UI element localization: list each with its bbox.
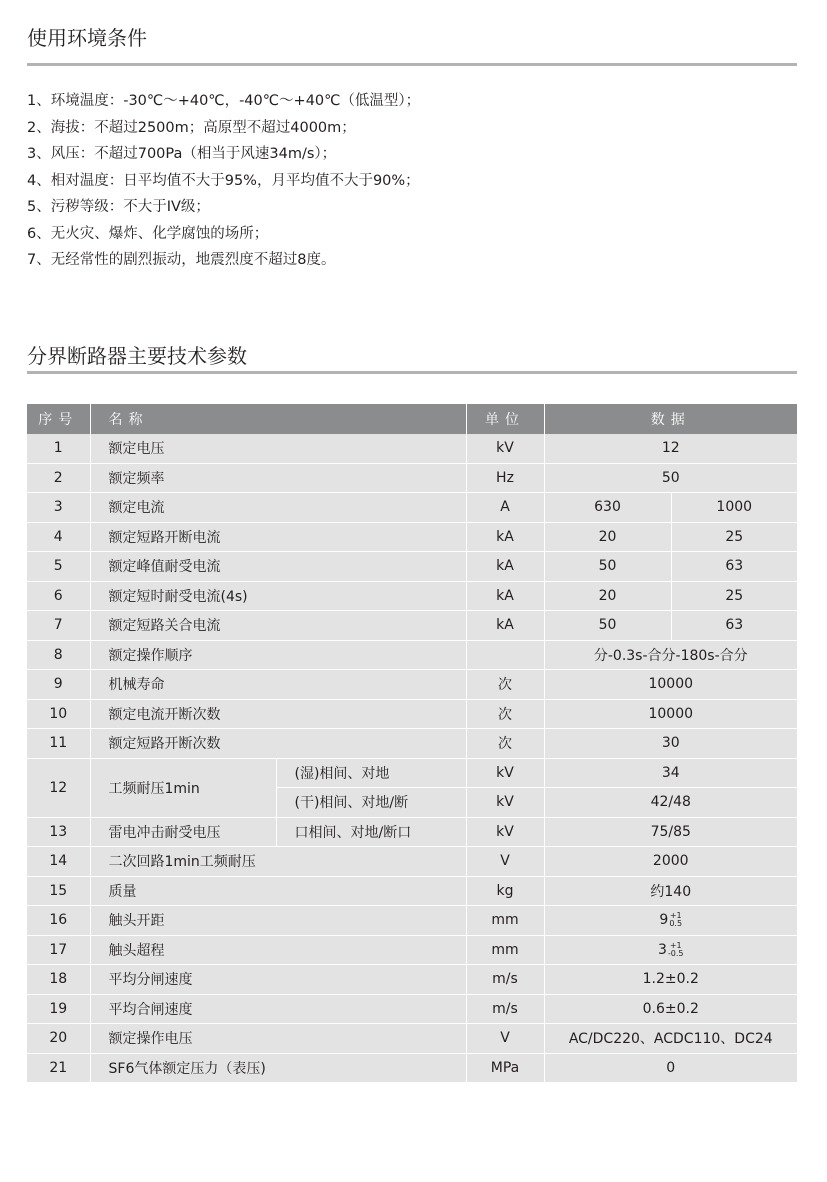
table-row [27,729,797,759]
row-no: 13 [27,817,90,847]
header-data: 数据 [544,404,797,434]
list-item: 3、风压：不超过700Pa（相当于风速34m/s）； [27,146,337,162]
row-value: 42/48 [544,788,797,818]
row-name: 额定短路关合电流 [90,611,466,641]
row-subname: 口相间、对地/断口 [276,817,466,847]
row-value-1: 50 [544,552,671,582]
table-row [27,1024,797,1054]
row-value: 1.2±0.2 [544,965,797,995]
table-row [27,817,797,847]
section-divider [27,63,797,66]
row-value-1: 50 [544,611,671,641]
row-no: 16 [27,906,90,936]
row-value-2: 25 [671,581,797,611]
table-row [27,463,797,493]
row-value-2: 63 [671,552,797,582]
row-no: 2 [27,463,90,493]
row-unit: 次 [466,670,544,700]
row-unit: A [466,493,544,523]
row-name: 平均合闸速度 [90,994,466,1024]
row-unit: kV [466,434,544,463]
row-unit: V [466,1024,544,1054]
row-no: 19 [27,994,90,1024]
table-row [27,552,797,582]
row-value: 0.6±0.2 [544,994,797,1024]
tolerance [668,942,684,958]
row-unit: kV [466,758,544,788]
row-value: 75/85 [544,817,797,847]
table-row [27,434,797,463]
list-item: 6、无火灾、爆炸、化学腐蚀的场所； [27,225,269,242]
row-name: 工频耐压1min [90,758,276,817]
tolerance-lower: -0.5 [667,948,684,958]
row-value: 50 [544,463,797,493]
row-name: 额定电流 [90,493,466,523]
list-item: 5、污秽等级：不大于IV级； [27,199,210,215]
row-name: SF6气体额定压力（表压) [90,1053,466,1083]
table-row [27,994,797,1024]
environment-conditions-list [27,88,420,274]
row-subname: (湿)相间、对地 [276,758,466,788]
list-item: 4、相对温度：日平均值不大于95%，月平均值不大于90%； [27,172,420,189]
table-row [27,699,797,729]
list-item: 1、环境温度：-30℃～+40℃，-40℃～+40℃（低温型）； [27,93,421,109]
row-value-2: 25 [671,522,797,552]
row-name: 额定操作顺序 [90,640,466,670]
row-no: 18 [27,965,90,995]
row-name: 额定频率 [90,463,466,493]
row-name: 额定短时耐受电流(4s) [90,581,466,611]
row-no: 10 [27,699,90,729]
row-value: 分-0.3s-合分-180s-合分 [544,640,797,670]
table-row [27,965,797,995]
section-title-environment: 使用环境条件 [27,26,147,50]
row-name: 平均分闸速度 [90,965,466,995]
row-unit: kV [466,817,544,847]
row-unit: kA [466,522,544,552]
row-no: 17 [27,935,90,965]
table-row [27,670,797,700]
row-no: 8 [27,640,90,670]
value-base: 3 [657,941,667,958]
row-unit: Hz [466,463,544,493]
table-row [27,847,797,877]
table-row [27,581,797,611]
list-item: 2、海拔：不超过2500m；高原型不超过4000m； [27,119,356,136]
table-row [27,758,797,788]
row-name: 二次回路1min工频耐压 [90,847,466,877]
table-row [27,493,797,523]
row-unit: mm [466,935,544,965]
row-value: 30 [544,729,797,759]
list-item: 7、无经常性的剧烈振动，地震烈度不超过8度。 [27,252,336,268]
row-unit: kA [466,552,544,582]
row-value-1: 20 [544,522,671,552]
row-no: 1 [27,434,90,463]
row-unit: MPa [466,1053,544,1083]
table-header-row [27,404,797,434]
row-name: 额定短路开断电流 [90,522,466,552]
table-row [27,611,797,641]
row-name: 额定电压 [90,434,466,463]
row-value: 10000 [544,670,797,700]
row-unit: 次 [466,729,544,759]
row-unit: kV [466,788,544,818]
value-base: 9 [659,912,669,929]
row-name: 触头开距 [90,906,466,936]
row-unit: kA [466,581,544,611]
row-value: 2000 [544,847,797,877]
row-value-2: 1000 [671,493,797,523]
row-unit: mm [466,906,544,936]
tolerance-upper: +1 [669,940,682,950]
row-unit: V [466,847,544,877]
tolerance [669,912,682,928]
row-name: 额定操作电压 [90,1024,466,1054]
spec-table [27,404,797,1083]
row-unit: m/s [466,965,544,995]
row-name: 额定电流开断次数 [90,699,466,729]
row-no: 9 [27,670,90,700]
table-row [27,522,797,552]
row-no: 15 [27,876,90,906]
row-name: 额定峰值耐受电流 [90,552,466,582]
row-value-1: 630 [544,493,671,523]
section-title-specs: 分界断路器主要技术参数 [27,344,247,368]
tolerance-lower: 0.5 [669,919,683,929]
table-row [27,1053,797,1083]
row-value [544,906,797,936]
table-row [27,906,797,936]
row-value: 10000 [544,699,797,729]
row-name: 触头超程 [90,935,466,965]
section-divider [27,371,797,374]
row-no: 20 [27,1024,90,1054]
row-subname: (干)相间、对地/断 [276,788,466,818]
row-value: AC/DC220、ACDC110、DC24 [544,1024,797,1054]
row-no: 5 [27,552,90,582]
row-no: 7 [27,611,90,641]
row-value-1: 20 [544,581,671,611]
row-name: 雷电冲击耐受电压 [90,817,276,847]
row-value-2: 63 [671,611,797,641]
row-unit: m/s [466,994,544,1024]
row-unit: kg [466,876,544,906]
row-value: 0 [544,1053,797,1083]
tolerance-upper: +1 [669,911,682,921]
row-unit: 次 [466,699,544,729]
header-unit: 单位 [466,404,544,434]
row-value [544,935,797,965]
row-name: 机械寿命 [90,670,466,700]
row-no: 6 [27,581,90,611]
row-value: 12 [544,434,797,463]
row-no: 3 [27,493,90,523]
row-no: 21 [27,1053,90,1083]
row-unit: kA [466,611,544,641]
row-name: 额定短路开断次数 [90,729,466,759]
header-no: 序号 [27,404,90,434]
table-row [27,935,797,965]
row-no: 11 [27,729,90,759]
row-unit [466,640,544,670]
table-row [27,640,797,670]
row-name: 质量 [90,876,466,906]
row-value: 34 [544,758,797,788]
row-no: 4 [27,522,90,552]
table-row [27,876,797,906]
row-no: 14 [27,847,90,877]
header-name: 名称 [90,404,466,434]
row-no: 12 [27,758,90,817]
row-value: 约140 [544,876,797,906]
